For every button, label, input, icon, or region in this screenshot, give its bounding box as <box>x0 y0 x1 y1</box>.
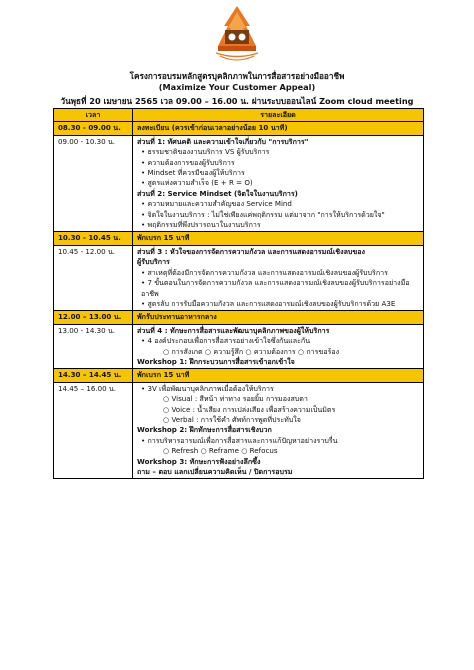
detail-cell <box>133 382 424 479</box>
workshop-heading: Workshop 1: ฝึกกระบวนการสื่อสารเข้าอกเข้าใจ <box>137 356 295 366</box>
list-item: • ความหมายและความสำคัญของ Service Mind <box>141 199 292 209</box>
table-row <box>54 311 424 324</box>
workshop-heading: Workshop 2: ฝึกทักษะการสื่อสารเชิงบวก <box>137 425 272 435</box>
sub-list-item: ○ Voice : น้ำเสียง การเปล่งเสียง เพื่อสร้างความเป็นมิตร <box>163 404 336 414</box>
detail-cell: พักเบรก 15 นาที <box>133 232 424 245</box>
detail-cell: พักรับประทานอาหารกลาง <box>133 311 424 324</box>
list-item: • 7 ขั้นตอนในการจัดการความกังวล และการแสดงอารมณ์เชิงลบของผู้รับบริการอย่างมือ <box>141 278 410 288</box>
date-line: วันพุธที่ 20 เมษายน 2565 เวล 09.00 – 16.00 น. ผ่านระบบออนไลน์ Zoom cloud meeting <box>60 96 414 106</box>
table-row <box>54 369 424 382</box>
list-item: • ความต้องการของผู้รับบริการ <box>141 157 235 167</box>
schedule-table <box>53 108 424 479</box>
list-item: • 4 องค์ประกอบเพื่อการสื่อสารอย่างเข้าใจซึ่งกันและกัน <box>141 336 311 346</box>
sub-list-item: ○ Refresh ○ Reframe ○ Refocus <box>163 446 278 456</box>
table-row <box>54 382 424 479</box>
sub-list-item: ○ Verbal : การใช้คำ ศัพท์การพูดที่ประทับใจ <box>163 414 301 424</box>
page-title: โครงการอบรมหลักสูตรบุคลิกภาพในการสื่อสารอย่างมืออาชีพ <box>129 71 345 81</box>
section-heading: ส่วนที่ 1: ทัศนคติ และความเข้าใจเกี่ยวกับ "การบริการ" <box>137 136 309 146</box>
section-heading: ส่วนที่ 3 : หัวใจของการจัดการความกังวล และการแสดงอารมณ์เชิงลบของ <box>137 246 365 256</box>
time-cell: 14.45 – 16.00 น. <box>54 382 133 479</box>
detail-cell <box>133 135 424 232</box>
list-item: • สาเหตุที่ต้องมีการจัดการความกังวล และการแสดงอารมณ์เชิงลบของผู้รับบริการ <box>141 267 388 277</box>
table-row <box>54 122 424 135</box>
closing-line: ถาม – ตอบ แลกเปลี่ยนความคิดเห็น / ปิดการอบรม <box>137 467 293 476</box>
time-cell: 09.00 - 10.30 น. <box>54 135 133 232</box>
list-item: • สูตรแห่งความสำเร็จ (E + R = O) <box>141 178 253 188</box>
detail-cell: ลงทะเบียน (ควรเข้าก่อนเวลาอย่างน้อย 10 นาที) <box>133 122 424 135</box>
list-item: • Mindset ที่ควรมีของผู้ให้บริการ <box>141 168 245 178</box>
list-item: • สูตรลับ การรับมือความกังวล และการแสดงอารมณ์เชิงลบของผู้รับบริการด้วย A3E <box>141 298 396 308</box>
list-item: • จิตใจในงานบริการ : ไม่ใช่เพียงแค่พฤติกรรม แต่มาจาก "การให้บริการด้วยใจ" <box>141 209 385 219</box>
section-heading: ส่วนที่ 2: Service Mindset (จิตใจในงานบริการ) <box>137 188 298 198</box>
table-row <box>54 245 424 310</box>
column-header-time: เวลา <box>54 109 133 122</box>
list-item: • ธรรมชาติของงานบริการ VS ผู้รับบริการ <box>141 147 270 157</box>
time-cell: 10.45 - 12.00 น. <box>54 245 133 310</box>
detail-cell <box>133 324 424 369</box>
time-cell: 13.00 - 14.30 น. <box>54 324 133 369</box>
sub-list-item: ○ การสังเกต ○ ความรู้สึก ○ ความต้องการ ○ การขอร้อง <box>163 346 340 356</box>
time-cell: 08.30 - 09.00 น. <box>54 122 133 135</box>
table-row <box>54 324 424 369</box>
list-item: • การบริหารอารมณ์เพื่อการสื่อสารและการแก้ปัญหาอย่างราบรื่น <box>141 435 338 445</box>
section-heading-cont: ผู้รับบริการ <box>137 257 170 267</box>
detail-cell: พักเบรก 15 นาที <box>133 369 424 382</box>
page-subtitle: (Maximize Your Customer Appeal) <box>158 82 316 92</box>
sub-list-item: ○ Visual : สีหน้า ท่าทาง รอยยิ้ม การมองสบตา <box>163 394 308 404</box>
table-row <box>54 135 424 232</box>
detail-cell <box>133 245 424 310</box>
workshop-heading: Workshop 3: ทักษะการฟังอย่างลึกซึ้ง <box>137 456 261 466</box>
table-row <box>54 232 424 245</box>
list-item: • พฤติกรรมที่พึงปรารถนาในงานบริการ <box>141 220 261 230</box>
list-item: • 3V เพื่อพัฒนาบุคลิกภาพเมื่อต้องให้บริการ <box>141 383 274 393</box>
time-cell: 10.30 - 10.45 น. <box>54 232 133 245</box>
list-item: อาชีพ <box>141 288 159 298</box>
section-heading: ส่วนที่ 4 : ทักษะการสื่อสารและพัฒนาบุคลิกภาพของผู้ให้บริการ <box>137 325 330 335</box>
table-header-row <box>54 109 424 122</box>
time-cell: 14.30 – 14.45 น. <box>54 369 133 382</box>
column-header-detail: รายละเอียด <box>133 109 424 122</box>
university-seal-logo <box>208 4 266 66</box>
time-cell: 12.00 – 13.00 น. <box>54 311 133 324</box>
